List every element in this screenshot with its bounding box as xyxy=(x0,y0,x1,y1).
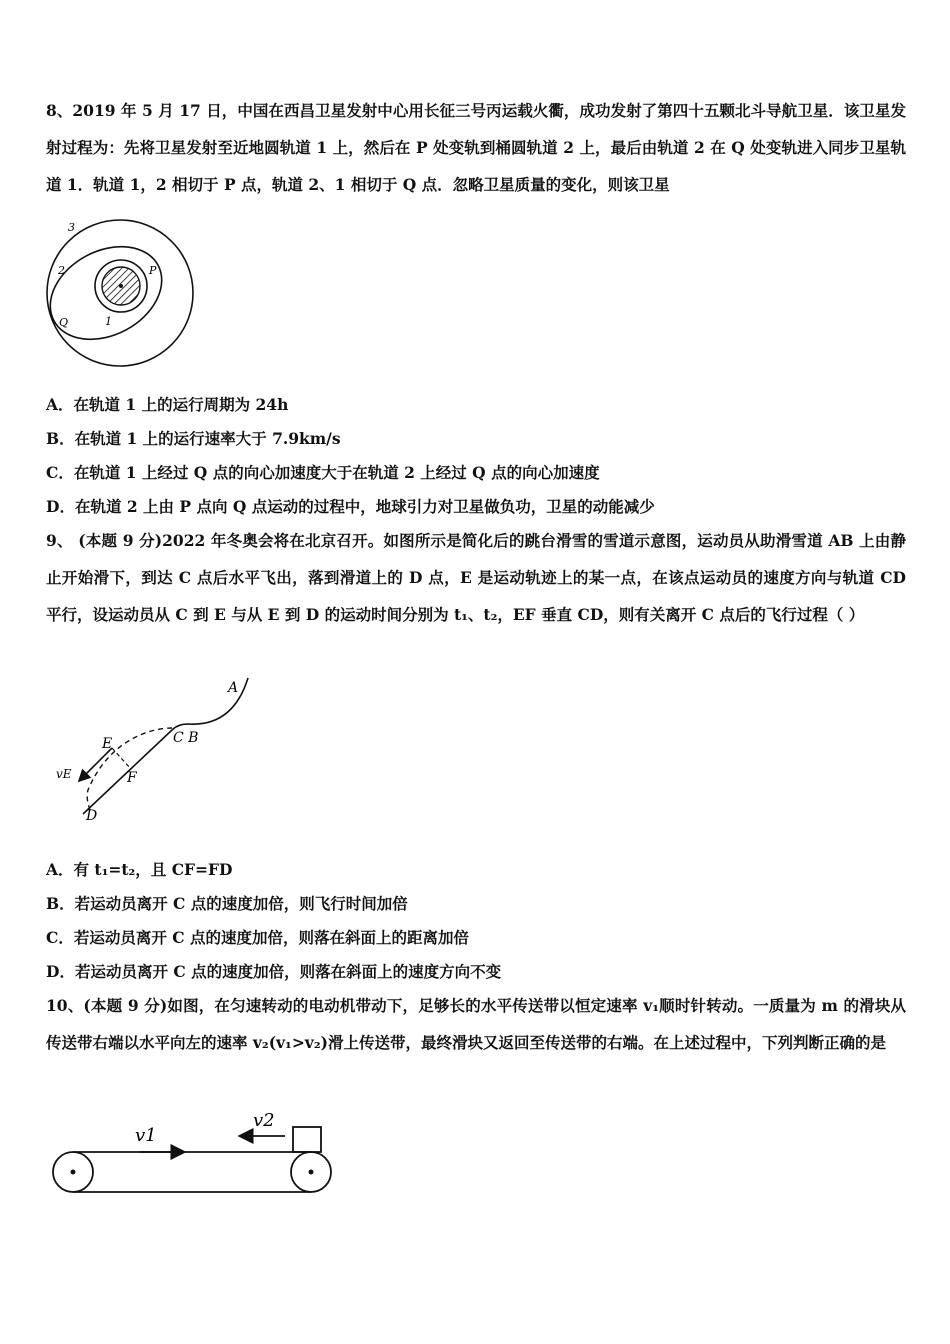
label-v1: v1 xyxy=(135,1125,157,1146)
q8-orbit-figure xyxy=(40,215,205,379)
q9-stem: 9、 (本题 9 分)2022 年冬奥会将在北京召开。如图所示是简化后的跳台滑雪的雪道示意图，运动员从助滑雪道 AB 上由静止开始滑下，到达 C 点后水平飞出，落到滑道上的 D 点，E 是运动轨迹上的某一点，在该点运动员的速度方向与轨道 CD 平行，设运动员从 C 到 E 与从 E 到 D 的运动时间分别为 t₁、t₂，EF 垂直 CD，则有关离开 C 点后的飞行过程（ ） xyxy=(46,531,906,624)
q10-stem: 10、(本题 9 分)如图，在匀速转动的电动机带动下，足够长的水平传送带以恒定速率 v₁顺时针转动。一质量为 m 的滑块从传送带右端以水平向左的速率 v₂(v₁>v₂)滑上传送带，最终滑块又返回至传送带的右端。在上述过程中，下列判断正确的是 xyxy=(46,996,906,1052)
q10-conveyor-figure xyxy=(45,1105,345,1209)
label-v2: v2 xyxy=(253,1110,275,1131)
q9-option-a: A．有 t₁=t₂，且 CF=FD xyxy=(46,860,233,879)
label-d: D xyxy=(86,808,98,824)
label-ve: vE xyxy=(56,767,72,781)
label-3: 3 xyxy=(68,221,75,234)
q9-ski-jump-figure xyxy=(48,670,268,834)
label-1: 1 xyxy=(105,315,112,328)
earth-center-dot xyxy=(119,284,123,288)
left-axle-dot xyxy=(71,1170,76,1175)
label-a: A xyxy=(228,680,239,696)
right-axle-dot xyxy=(309,1170,314,1175)
label-cb: C B xyxy=(173,730,199,746)
q8-option-b: B．在轨道 1 上的运行速率大于 7.9km/s xyxy=(46,429,341,448)
label-f: F xyxy=(127,770,137,786)
q9-option-c: C．若运动员离开 C 点的速度加倍，则落在斜面上的距离加倍 xyxy=(46,928,469,947)
q9-option-b: B．若运动员离开 C 点的速度加倍，则飞行时间加倍 xyxy=(46,894,408,913)
label-e: E xyxy=(102,736,113,752)
label-2: 2 xyxy=(58,264,65,277)
q8-option-d: D．在轨道 2 上由 P 点向 Q 点运动的过程中，地球引力对卫星做负功，卫星的动能减少 xyxy=(46,497,655,516)
label-p: P xyxy=(149,264,157,277)
label-q: Q xyxy=(59,316,69,329)
q8-stem: 8、2019 年 5 月 17 日，中国在西昌卫星发射中心用长征三号丙运载火衢，成功发射了第四十五颗北斗导航卫星．该卫星发射过程为：先将卫星发射至近地圆轨道 1 上，然后在 P 处变轨到桶圆轨道 2 上，最后由轨道 2 在 Q 处变轨进入同步卫星轨道 1．轨道 1，2 相切于 P 点，轨道 2、1 相切于 Q 点．忽略卫星质量的变化，则该卫星 xyxy=(46,101,906,194)
slider-block xyxy=(293,1127,321,1152)
q9-option-d: D．若运动员离开 C 点的速度加倍，则落在斜面上的速度方向不变 xyxy=(46,962,502,981)
q8-option-c: C．在轨道 1 上经过 Q 点的向心加速度大于在轨道 2 上经过 Q 点的向心加速度 xyxy=(46,463,600,482)
q8-option-a: A．在轨道 1 上的运行周期为 24h xyxy=(46,395,289,414)
